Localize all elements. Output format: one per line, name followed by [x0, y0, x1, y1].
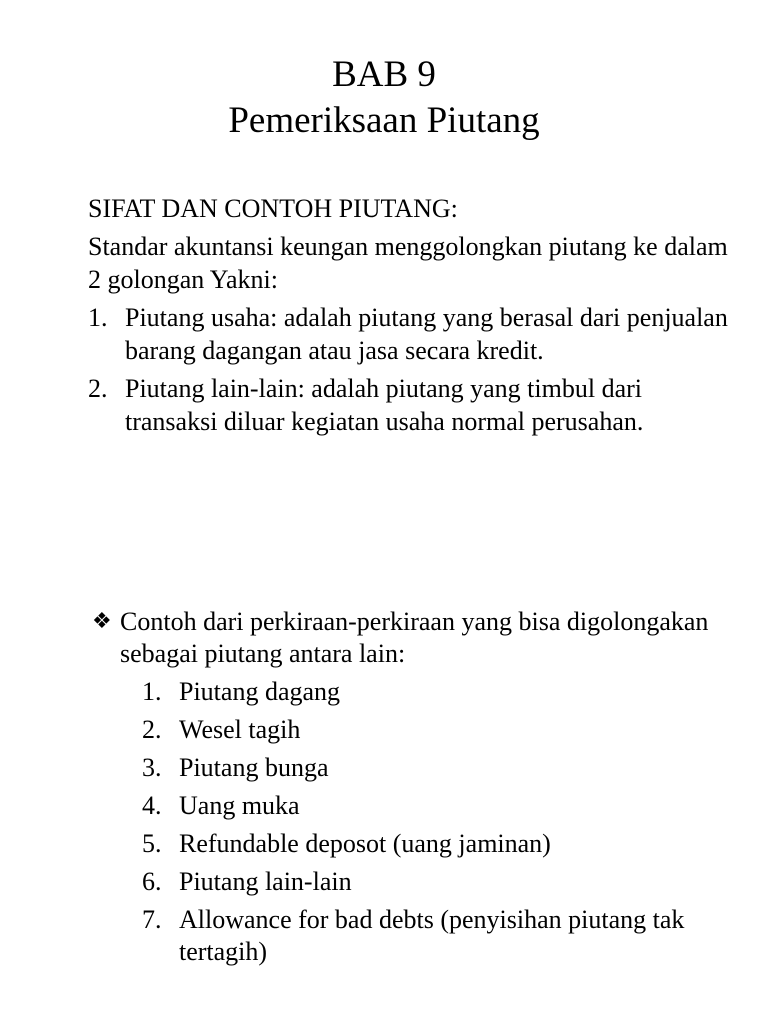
list-item — [142, 714, 712, 746]
list-item-text: Piutang bunga — [179, 753, 329, 782]
list-item-number: 1. — [142, 677, 162, 706]
list-item — [142, 828, 712, 860]
list-item-number: 5. — [142, 829, 162, 858]
list-item-number: 2. — [88, 374, 108, 403]
list-item-number: 3. — [142, 753, 162, 782]
list-item-text: Refundable deposot (uang jaminan) — [179, 829, 551, 858]
list-item — [88, 301, 728, 367]
page-title: Pemeriksaan Piutang — [228, 100, 540, 141]
chapter-label: BAB 9 — [332, 54, 436, 95]
list-item — [142, 866, 712, 898]
list-item-text: Allowance for bad debts (penyisihan piutang tak tertagih) — [179, 905, 685, 966]
list-item — [142, 790, 712, 822]
section-nature-of-receivables — [88, 192, 728, 443]
list-item-number: 4. — [142, 791, 162, 820]
list-item — [142, 752, 712, 784]
list-item-text: Wesel tagih — [179, 715, 301, 744]
list-item-text: Piutang lain-lain: adalah piutang yang timbul dari transaksi diluar kegiatan usaha normal perusahan. — [125, 374, 644, 436]
title-block — [0, 52, 768, 144]
list-item-number: 1. — [88, 303, 108, 332]
list-item-number: 7. — [142, 905, 162, 934]
examples-intro — [92, 606, 712, 670]
section-intro: Standar akuntansi keungan menggolongkan piutang ke dalam 2 golongan Yakni: — [88, 232, 728, 294]
section-examples — [92, 606, 712, 974]
list-item-text: Piutang usaha: adalah piutang yang berasal dari penjualan barang dagangan atau jasa secara kredit. — [125, 303, 728, 365]
list-item — [142, 676, 712, 708]
list-item — [88, 372, 728, 438]
examples-intro-text: Contoh dari perkiraan-perkiraan yang bisa digolongakan sebagai piutang antara lain: — [120, 607, 709, 668]
receivable-types-list — [88, 301, 728, 438]
section-heading: SIFAT DAN CONTOH PIUTANG: — [88, 194, 458, 223]
list-item-text: Piutang lain-lain — [179, 867, 352, 896]
diamond-bullet-icon: ❖ — [92, 609, 112, 634]
list-item — [142, 904, 712, 968]
list-item-text: Uang muka — [179, 791, 300, 820]
list-item-number: 6. — [142, 867, 162, 896]
list-item-text: Piutang dagang — [179, 677, 341, 706]
examples-list — [142, 676, 712, 968]
list-item-number: 2. — [142, 715, 162, 744]
